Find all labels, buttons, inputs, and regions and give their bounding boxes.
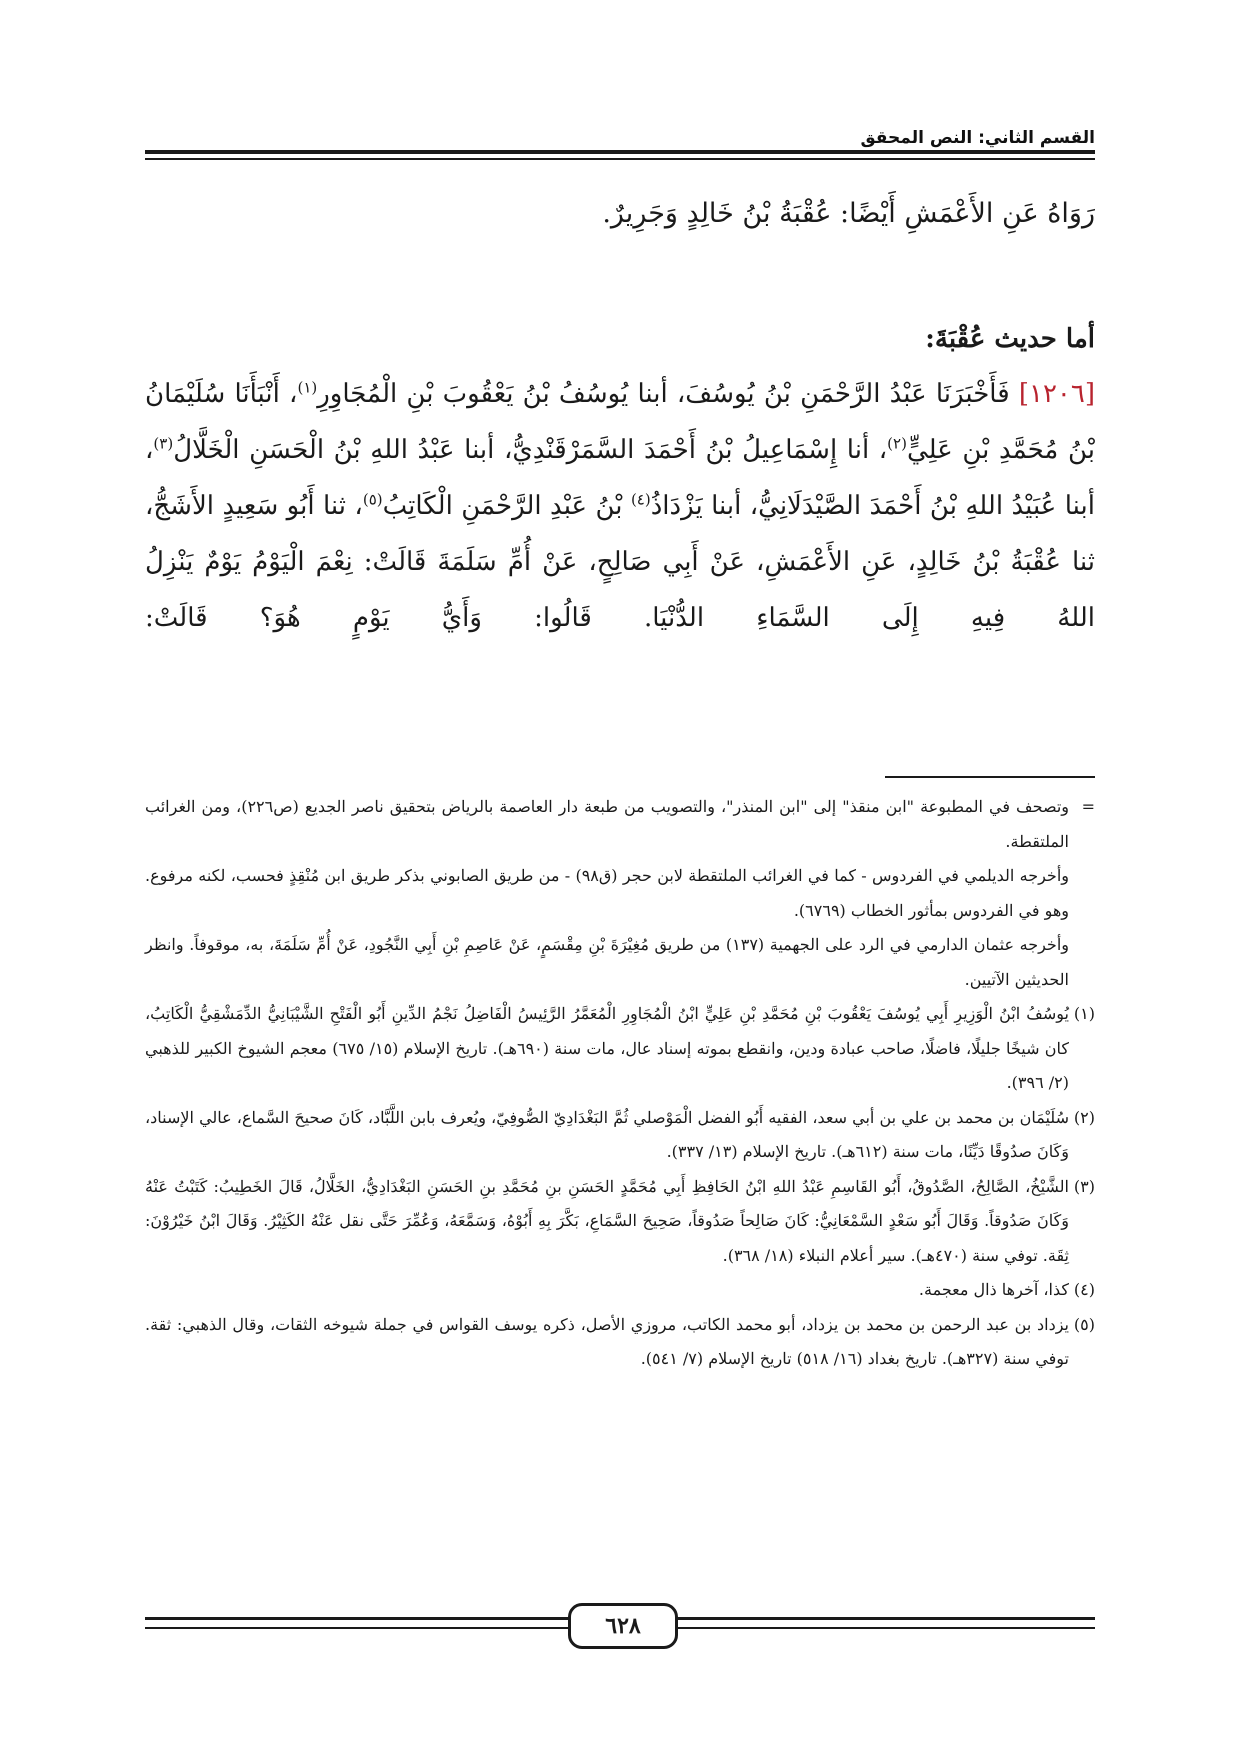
footnote-number: (٥) (1073, 1314, 1095, 1334)
footnote-item (145, 1308, 1095, 1377)
footnote-paragraph: وأخرجه عثمان الدارمي في الرد على الجهمية (١٣٧) من طريق مُغِيْرَةَ بْنِ مِقْسَمٍ، عَنْ عَاصِمِ بْنِ أَبِي النَّجُودِ، عَنْ أُمِّ سَلَمَةَ، به، موقوفاً. وانظر الحديثين الآتيين. (145, 935, 1069, 989)
footnote-text: كذا، آخرها ذال معجمة. (918, 1280, 1069, 1299)
footnote-number: (٣) (1073, 1176, 1095, 1196)
hadith-text-part: بْنُ عَبْدِ الرَّحْمَنِ الْكَاتِبُ (382, 491, 631, 521)
page-number: ٦٢٨ (568, 1603, 678, 1649)
section-heading: أما حديث عُقْبَةَ: (925, 324, 1095, 354)
footnote-item (145, 1273, 1095, 1308)
footnote-continuation (145, 790, 1095, 997)
footnote-text: سُلَيْمَان بن محمد بن علي بن أبي سعد، الفقيه أَبُو الفضل الْمَوْصلي ثُمَّ البَغْدَادِيّ الصُّوفِيّ، ويُعرف بابن اللَّبَّاد، كَانَ صحيحَ السَّماع، عالي الإسناد، وَكَانَ صدُوقًا دَيِّنًا، مات سنة (٦١٢هـ). تاريخ الإسلام (١٣/ ٣٣٧). (145, 1107, 1069, 1161)
footnote-ref: (١) (297, 378, 318, 397)
footnote-number: (٤) (1073, 1280, 1095, 1299)
footnote-item (145, 1101, 1095, 1170)
footnote-separator (885, 776, 1095, 778)
footnote-number: (١) (1073, 1004, 1095, 1023)
header-rule-thin (145, 158, 1095, 160)
running-header: القسم الثاني: النص المحقق (860, 128, 1095, 148)
hadith-text-part: ، أَنْبَأَنَا سُلَيْمَانُ بْنُ مُحَمَّدِ بْنِ عَلِيٍّ (145, 379, 1095, 465)
footnote-text: يُوسُفُ ابْنُ الْوَزِيرِ أَبِي يُوسُفَ يَعْقُوبَ بْنِ مُحَمَّدِ بْنِ عَلِيٍّ ابْنُ الْمُجَاوِرِ الْمُعَمَّرُ الرَّئِيسُ الْفَاضِلُ نَجْمُ الدِّينِ أَبُو الْفَتْحِ الشَّيْبَانِيُّ الدِّمَشْقِيُّ الْكَاتِبُ، كان شيخًا جليلًا، فاضلًا، صاحب عبادة ودين، وانقطع بموته إسناد عال، مات سنة (٦٩٠هـ). تاريخ الإسلام (١٥/ ٦٧٥) معجم الشيوخ الكبير للذهبي (٢/ ٣٩٦). (145, 1004, 1070, 1092)
footnote-ref: (٢) (887, 434, 907, 453)
header-rule-thick (145, 150, 1095, 154)
footnotes (145, 790, 1095, 1377)
footnote-ref: (٤) (630, 490, 651, 509)
hadith-text-part: فَأَخْبَرَنَا عَبْدُ الرَّحْمَنِ بْنُ يُوسُفَ، أبنا يُوسُفُ بْنُ يَعْقُوبَ بْنِ الْمُجَاوِرِ (317, 379, 1019, 409)
footnote-item (145, 997, 1095, 1101)
hadith-number: [١٢٠٦] (1018, 379, 1095, 409)
main-text (145, 190, 1095, 646)
intro-line: رَوَاهُ عَنِ الأَعْمَشِ أَيْضًا: عُقْبَةُ بْنُ خَالِدٍ وَجَرِيرٌ. (602, 198, 1095, 229)
footnote-text: يزداد بن عبد الرحمن بن محمد بن يزداد، أبو محمد الكاتب، مروزي الأصل، ذكره يوسف القواس في جملة شيوخه الثقات، وقال الذهبي: ثقة. توفي سنة (٣٢٧هـ). تاريخ بغداد (١٦/ ٥١٨) تاريخ الإسلام (٧/ ٥٤١). (145, 1314, 1070, 1368)
hadith-text-part: ، أنا إِسْمَاعِيلُ بْنُ أَحْمَدَ السَّمَرْقَنْدِيُّ، أبنا عَبْدُ اللهِ بْنُ الْحَسَنِ الْخَلَّالُ (173, 435, 888, 465)
footnote-text: الشَّيْخُ، الصَّالِحُ، الصَّدُوقُ، أَبُو القَاسِمِ عَبْدُ اللهِ ابْنُ الحَافِظِ أَبِي مُحَمَّدٍ الحَسَنِ بنِ مُحَمَّدِ بنِ الحَسَنِ البَغْدَادِيُّ، الخَلَّالُ، قَالَ الخَطِيبُ: كَتَبْتُ عَنْهُ وَكَانَ صَدُوقاً. وَقَالَ أَبُو سَعْدٍ السَّمْعَانِيُّ: كَانَ صَالِحاً صَدُوقاً، صَحِيحَ السَّمَاعِ، بَكَّرَ بِهِ أَبُوْهُ، وَسَمَّعَهُ، وَعُمِّرَ حَتَّى نقل عَنْهُ الكَثِيْرُ. وَقَالَ ابْنُ خَيْرُوْنَ: ثِقَة. توفي سنة (٤٧٠هـ). سير أعلام النبلاء (١٨/ ٣٦٨). (145, 1176, 1069, 1265)
footnote-number: (٢) (1073, 1107, 1095, 1127)
hadith-text-part: ، ثنا أَبُو سَعِيدٍ الأَشَجُّ، ثنا عُقْبَةُ بْنُ خَالِدٍ، عَنِ الأَعْمَشِ، عَنْ أَبِي صَالِحٍ، عَنْ أُمِّ سَلَمَةَ قَالَتْ: نِعْمَ الْيَوْمُ يَوْمٌ يَنْزِلُ اللهُ فِيهِ إِلَى السَّمَاءِ الدُّنْيَا. قَالُوا: وَأَيُّ يَوْمٍ هُوَ؟ قَالَتْ: (145, 491, 1095, 633)
footnote-ref: (٥) (362, 490, 383, 509)
footnote-paragraph: وأخرجه الديلمي في الفردوس - كما في الغرائب الملتقطة لابن حجر (ق٩٨) - من طريق الصابوني بذكر طريق ابن مُنْقِذٍ فحسب، لكنه مرفوع. وهو في الفردوس بمأثور الخطاب (٦٧٦٩). (145, 866, 1069, 920)
hadith-paragraph (145, 366, 1095, 646)
continuation-marker: = (1081, 797, 1095, 816)
hadith-text-part: ، أبنا عُبَيْدُ اللهِ بْنُ أَحْمَدَ الصَّيْدَلَانِيُّ، أبنا يَزْدَاذُ (145, 435, 1095, 521)
footnote-paragraph: وتصحف في المطبوعة "ابن منقذ" إلى "ابن المنذر"، والتصويب من طبعة دار العاصمة بالرياض بتحقيق ناصر الجديع (ص٢٢٦)، ومن الغرائب الملتقطة. (145, 797, 1070, 851)
footnote-ref: (٣) (153, 434, 174, 453)
footnote-item (145, 1170, 1095, 1274)
